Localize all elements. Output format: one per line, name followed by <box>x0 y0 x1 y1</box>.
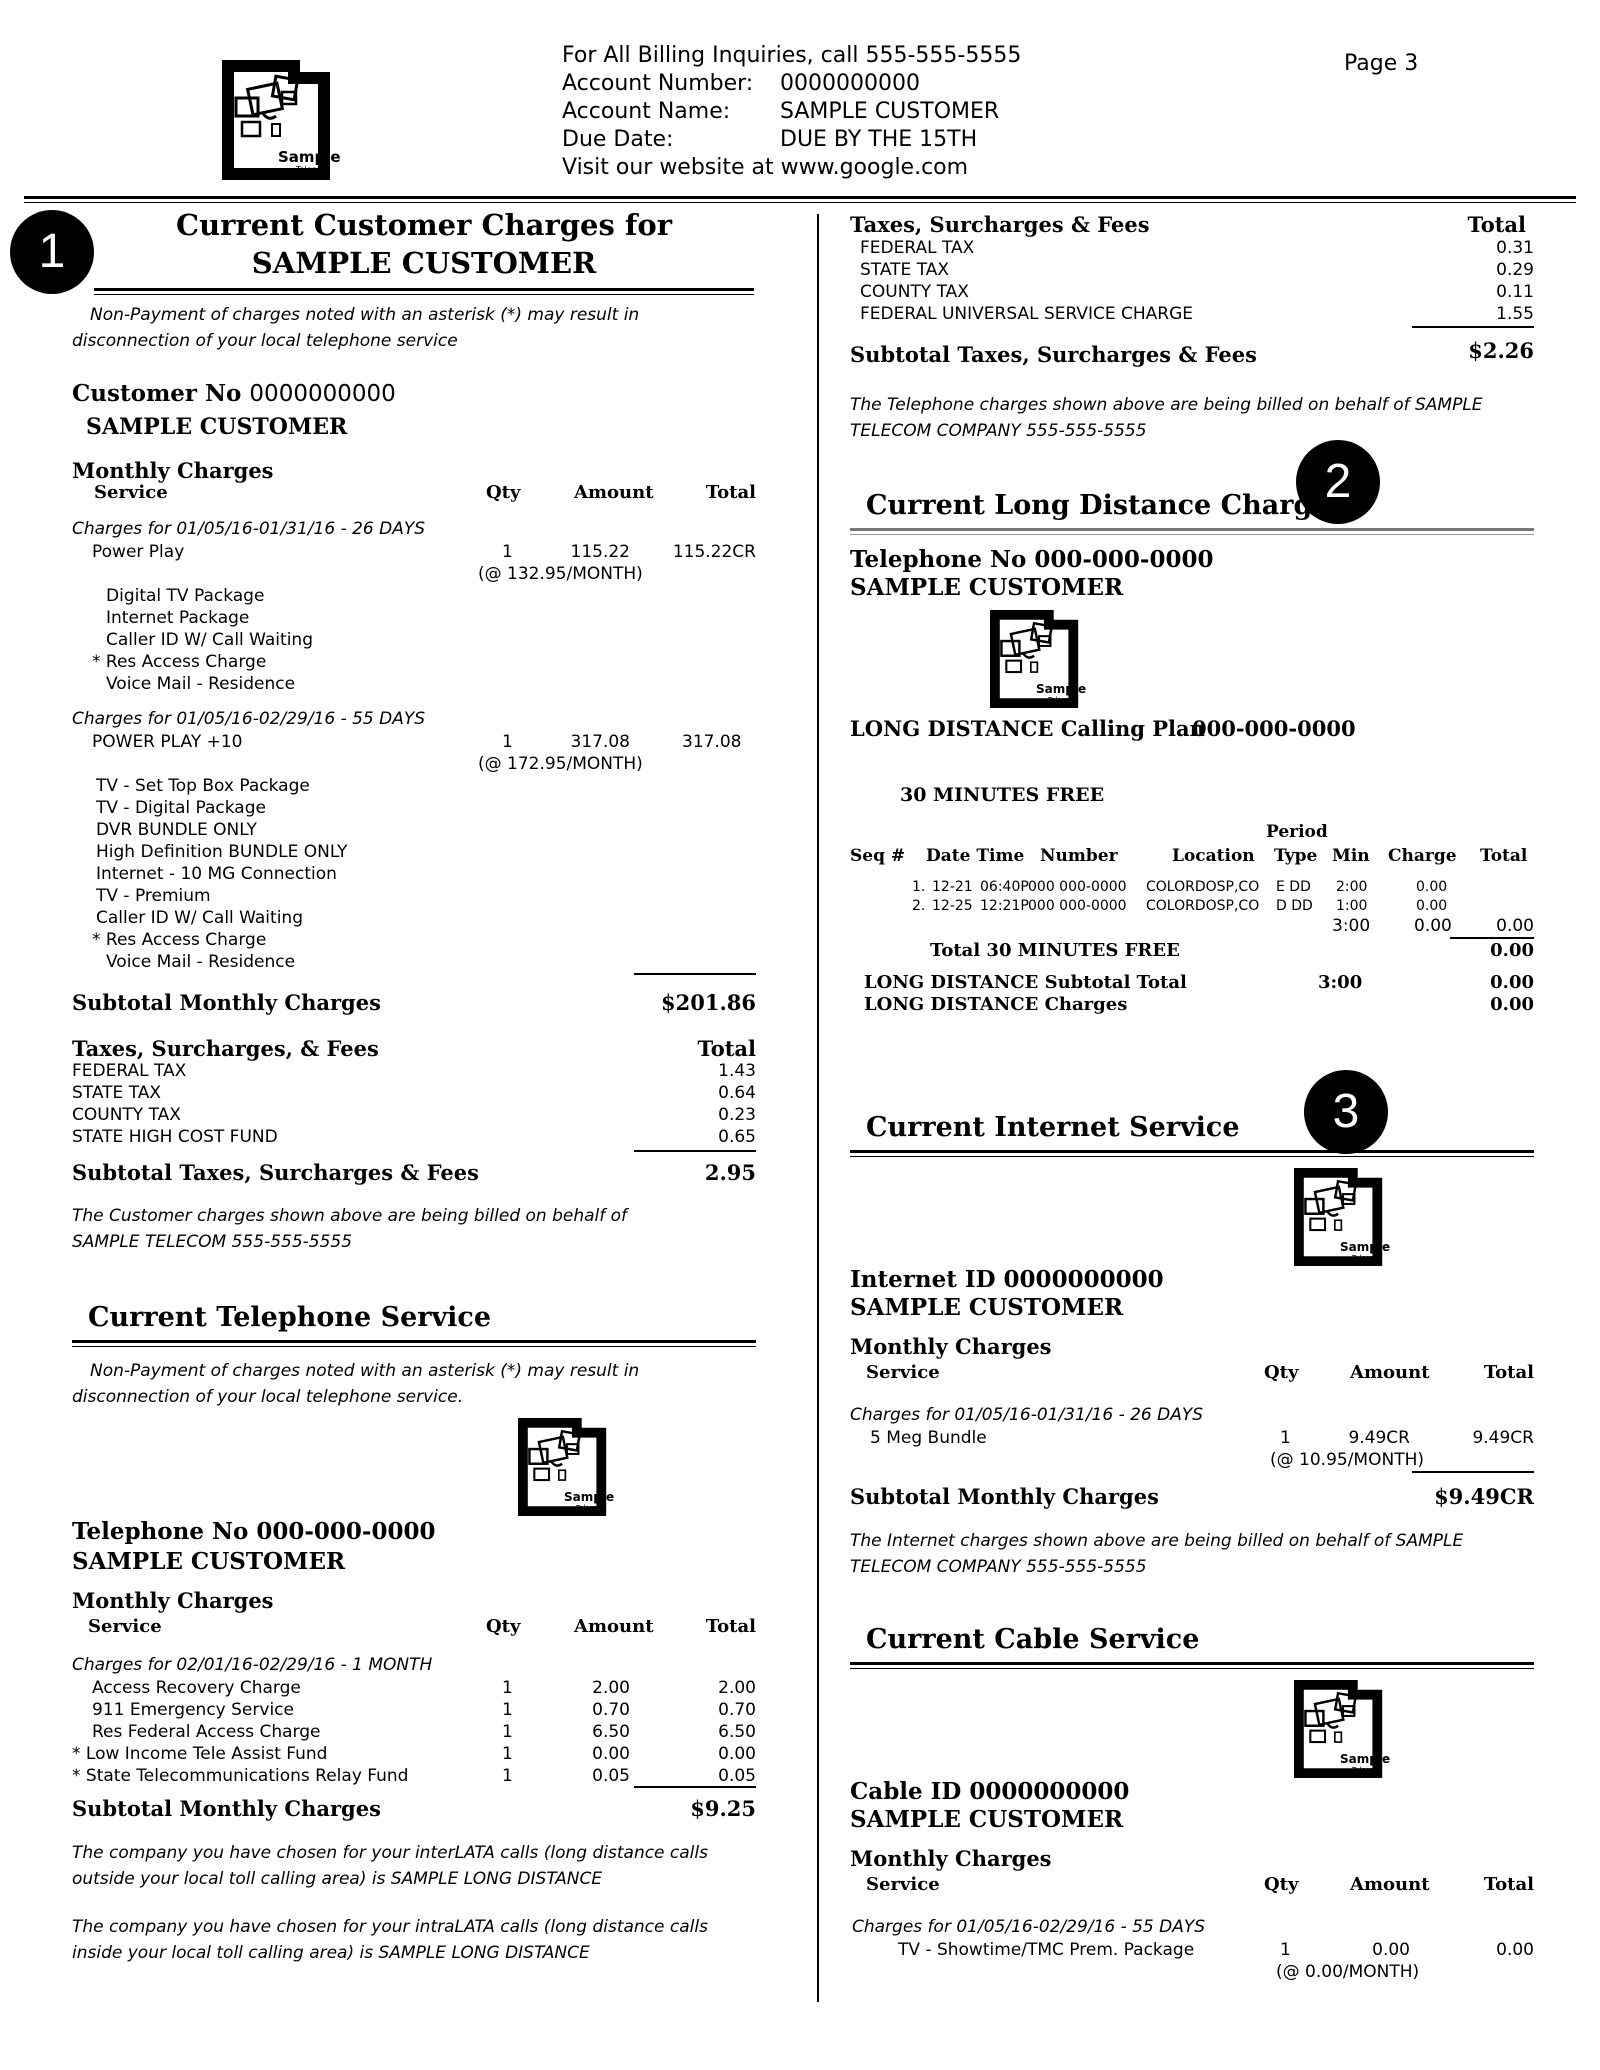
customer-no-label-text: Customer No <box>72 380 242 407</box>
internet-item-qty: 1 <box>1280 1428 1291 1448</box>
row-amount: 0.00 <box>592 1744 630 1764</box>
feature-item: High Definition BUNDLE ONLY <box>96 842 348 862</box>
feature-item: Voice Mail - Residence <box>106 674 296 694</box>
ld-calling-plan-number: 000-000-0000 <box>1192 716 1356 741</box>
customer-taxes-total-label: Total <box>697 1036 756 1061</box>
cable-title-rule <box>850 1662 1534 1669</box>
telephone-title-rule <box>72 1340 756 1347</box>
customer-charges-title-name: SAMPLE CUSTOMER <box>251 246 597 280</box>
ld-col-datetime: Date Time <box>926 846 1025 866</box>
telephone-period: Charges for 02/01/16-02/29/16 - 1 MONTH <box>72 1655 433 1675</box>
logo-text: Sample <box>1036 682 1087 696</box>
customer-charges-title: Current Customer Charges for <box>176 208 672 242</box>
ld-col-number: Number <box>1040 846 1118 866</box>
customer-name: SAMPLE CUSTOMER <box>86 414 348 440</box>
call-seq: 2. <box>912 898 926 914</box>
internet-id: Internet ID 0000000000 <box>850 1266 1164 1293</box>
ld-telephone-number: Telephone No 000-000-0000 <box>850 546 1214 573</box>
row-qty: 1 <box>502 1700 513 1720</box>
ld-col-location: Location <box>1172 846 1255 866</box>
tax-value: 0.31 <box>1496 238 1534 258</box>
charges-period-2: Charges for 01/05/16-02/29/16 - 55 DAYS <box>72 709 426 729</box>
tax-name: STATE TAX <box>860 260 950 280</box>
row-total: 6.50 <box>718 1722 756 1742</box>
internet-subtotal-label: Subtotal Monthly Charges <box>850 1484 1159 1509</box>
cable-customer-name: SAMPLE CUSTOMER <box>850 1806 1124 1833</box>
telephone-nonpayment-note: Non-Payment of charges noted with an asterisk (*) may result in disconnection of your local telephone service. <box>72 1361 640 1407</box>
logo-subtext: Telecom <box>296 165 329 174</box>
billing-inquiry-line: For All Billing Inquiries, call 555-555-5555 <box>562 43 1022 68</box>
feature-item: Digital TV Package <box>106 586 265 606</box>
customer-no-label <box>72 380 396 407</box>
page-number: Page 3 <box>1344 51 1419 76</box>
col-service: Service <box>94 482 168 503</box>
cable-id: Cable ID 0000000000 <box>850 1778 1130 1805</box>
telephone-customer-name: SAMPLE CUSTOMER <box>72 1548 346 1575</box>
tax-value: 0.11 <box>1496 282 1534 302</box>
account-name-label: Account Name: <box>562 99 731 124</box>
cable-item-qty: 1 <box>1280 1940 1291 1960</box>
tax-value: 0.23 <box>718 1105 756 1125</box>
ld-subtotal-value: 0.00 <box>1490 972 1534 993</box>
call-seq: 1. <box>912 879 926 895</box>
telephone-monthly-label: Monthly Charges <box>72 1588 274 1613</box>
tax-row <box>860 259 1534 281</box>
call-type: D DD <box>1276 898 1313 914</box>
tax-row <box>72 1104 756 1126</box>
features-1-list <box>92 585 313 695</box>
telephone-subtotal-label: Subtotal Monthly Charges <box>72 1796 381 1821</box>
ld-col-min: Min <box>1332 846 1370 866</box>
tax-value: 0.64 <box>718 1083 756 1103</box>
ld-charges-label: LONG DISTANCE Charges <box>864 994 1128 1015</box>
logo-subtext: Telecom <box>576 1504 605 1512</box>
call-time: 06:40P <box>980 879 1029 895</box>
feature-item: DVR BUNDLE ONLY <box>96 820 257 840</box>
item2-total: 317.08 <box>682 732 742 752</box>
ld-col-total: Total <box>1480 846 1528 866</box>
item2-qty: 1 <box>502 732 513 752</box>
telephone-rows <box>72 1677 756 1787</box>
customer-billed-note: The Customer charges shown above are being billed on behalf of SAMPLE TELECOM 555-555-5555 <box>72 1206 628 1252</box>
ld-logo <box>990 610 1088 708</box>
website-line: Visit our website at www.google.com <box>562 155 969 180</box>
interlata-note: The company you have chosen for your interLATA calls (long distance calls outside your local toll calling area) is SAMPLE LONG DISTANCE <box>72 1843 708 1889</box>
features-2-list <box>92 775 347 973</box>
int-col-amount: Amount <box>1350 1362 1430 1383</box>
row-qty: 1 <box>502 1722 513 1742</box>
int-col-service: Service <box>866 1362 940 1383</box>
internet-monthly-label: Monthly Charges <box>850 1334 1052 1359</box>
cable-item-total: 0.00 <box>1496 1940 1534 1960</box>
cable-period: Charges for 01/05/16-02/29/16 - 55 DAYS <box>852 1917 1206 1937</box>
section-badge-2: 2 <box>1296 440 1380 524</box>
due-date-value: DUE BY THE 15TH <box>780 127 978 152</box>
feature-item: Caller ID W/ Call Waiting <box>96 908 303 928</box>
row-amount: 0.05 <box>592 1766 630 1786</box>
row-name: * Low Income Tele Assist Fund <box>72 1744 328 1764</box>
col-total: Total <box>705 482 756 503</box>
cab-col-service: Service <box>866 1874 940 1895</box>
col-amount: Amount <box>574 482 654 503</box>
ld-charges-value: 0.00 <box>1490 994 1534 1015</box>
call-date: 12-21 <box>932 879 973 895</box>
cable-item-name: TV - Showtime/TMC Prem. Package <box>898 1940 1195 1960</box>
header-logo <box>222 60 342 180</box>
item1-amount: 115.22 <box>570 542 630 562</box>
ld-call-row <box>850 897 1534 915</box>
tel-col-total: Total <box>705 1616 756 1637</box>
phone-taxes-total-label: Total <box>1467 212 1526 237</box>
customer-title-rule <box>94 288 754 295</box>
call-number: 000 000-0000 <box>1028 898 1127 914</box>
row-qty: 1 <box>502 1766 513 1786</box>
item1-rate: (@ 132.95/MONTH) <box>478 564 643 584</box>
internet-item-total: 9.49CR <box>1472 1428 1534 1448</box>
tax-row <box>72 1126 756 1148</box>
table-row <box>72 1765 756 1787</box>
tel-col-qty: Qty <box>486 1616 521 1637</box>
telephone-number: Telephone No 000-000-0000 <box>72 1518 436 1545</box>
tax-name: STATE TAX <box>72 1083 162 1103</box>
internet-item-name: 5 Meg Bundle <box>870 1428 987 1448</box>
call-location: COLORDOSP,CO <box>1146 879 1260 895</box>
ld-subtotal-min: 3:00 <box>1318 972 1363 993</box>
cab-col-qty: Qty <box>1264 1874 1299 1895</box>
account-number-label: Account Number: <box>562 71 754 96</box>
cab-col-amount: Amount <box>1350 1874 1430 1895</box>
ld-col-seq: Seq # <box>850 846 906 866</box>
call-time: 12:21P <box>980 898 1029 914</box>
call-min: 2:00 <box>1336 879 1368 895</box>
ld-sum-total: 0.00 <box>1496 916 1534 936</box>
due-date-label: Due Date: <box>562 127 674 152</box>
ld-sum-rule <box>1450 937 1534 939</box>
item1-total: 115.22CR <box>672 542 756 562</box>
cable-logo <box>1294 1680 1392 1778</box>
subtotal-rule <box>634 973 756 975</box>
account-name-value: SAMPLE CUSTOMER <box>780 99 1000 124</box>
int-subtotal-rule <box>1412 1471 1534 1473</box>
internet-item-rate: (@ 10.95/MONTH) <box>1270 1450 1424 1470</box>
long-distance-title-rule <box>850 528 1534 535</box>
item1-qty: 1 <box>502 542 513 562</box>
cable-service-title: Current Cable Service <box>866 1624 1200 1655</box>
telephone-service-title: Current Telephone Service <box>88 1302 492 1333</box>
account-number-value: 0000000000 <box>780 71 920 96</box>
customer-no-value: 0000000000 <box>249 381 396 407</box>
ld-col-type: Type <box>1274 846 1318 866</box>
tax-value: 1.55 <box>1496 304 1534 324</box>
call-number: 000 000-0000 <box>1028 879 1127 895</box>
item1-name: Power Play <box>92 542 185 562</box>
cable-monthly-label: Monthly Charges <box>850 1846 1052 1871</box>
tax-name: FEDERAL TAX <box>860 238 975 258</box>
tax-row <box>860 281 1534 303</box>
section-badge-3: 3 <box>1304 1070 1388 1154</box>
header-divider <box>24 196 1576 203</box>
ld-calling-plan-label: LONG DISTANCE Calling Plan <box>850 716 1205 741</box>
internet-period: Charges for 01/05/16-01/31/16 - 26 DAYS <box>850 1405 1204 1425</box>
call-type: E DD <box>1276 879 1311 895</box>
ld-total-free-value: 0.00 <box>1490 940 1534 961</box>
row-amount: 0.70 <box>592 1700 630 1720</box>
tax-name: FEDERAL UNIVERSAL SERVICE CHARGE <box>860 304 1194 324</box>
tax-subtotal-rule <box>634 1150 756 1152</box>
telephone-logo <box>518 1418 616 1516</box>
ld-sum-min: 3:00 <box>1332 916 1371 936</box>
internet-item-amount: 9.49CR <box>1348 1428 1410 1448</box>
tax-value: 1.43 <box>718 1061 756 1081</box>
cable-item-amount: 0.00 <box>1372 1940 1410 1960</box>
logo-text: Sample <box>564 1490 615 1504</box>
phone-tax-rule <box>1412 326 1534 328</box>
ld-customer-name: SAMPLE CUSTOMER <box>850 574 1124 601</box>
tel-col-service: Service <box>88 1616 162 1637</box>
feature-item: * Res Access Charge <box>92 930 267 950</box>
logo-text: Sample <box>278 148 341 166</box>
logo-subtext: Telecom <box>1352 1766 1381 1774</box>
row-amount: 2.00 <box>592 1678 630 1698</box>
feature-item: TV - Premium <box>96 886 211 906</box>
customer-taxes-subtotal-value: 2.95 <box>704 1160 756 1185</box>
call-charge: 0.00 <box>1416 879 1448 895</box>
ld-call-row <box>850 878 1534 896</box>
row-total: 0.70 <box>718 1700 756 1720</box>
tax-name: FEDERAL TAX <box>72 1061 187 1081</box>
call-charge: 0.00 <box>1416 898 1448 914</box>
feature-item: Caller ID W/ Call Waiting <box>106 630 313 650</box>
customer-taxes-label: Taxes, Surcharges, & Fees <box>72 1036 379 1061</box>
tax-name: COUNTY TAX <box>72 1105 181 1125</box>
col-qty: Qty <box>486 482 521 503</box>
phone-tax-list <box>860 237 1534 325</box>
ld-free-minutes: 30 MINUTES FREE <box>900 784 1105 806</box>
tax-row <box>72 1060 756 1082</box>
long-distance-title: Current Long Distance Charges <box>866 490 1345 521</box>
row-name: Res Federal Access Charge <box>92 1722 321 1742</box>
item2-name: POWER PLAY +10 <box>92 732 243 752</box>
tax-value: 0.65 <box>718 1127 756 1147</box>
ld-total-free-label: Total 30 MINUTES FREE <box>930 940 1180 961</box>
internet-billed-note: The Internet charges shown above are being billed on behalf of SAMPLE TELECOM COMPANY 555-555-5555 <box>850 1531 1464 1577</box>
row-total: 2.00 <box>718 1678 756 1698</box>
ld-col-charge: Charge <box>1388 846 1457 866</box>
feature-item: Voice Mail - Residence <box>106 952 296 972</box>
phone-taxes-subtotal-value: $2.26 <box>1468 338 1534 363</box>
feature-item: TV - Set Top Box Package <box>96 776 310 796</box>
tax-row <box>860 303 1534 325</box>
subtotal-monthly-value: $201.86 <box>661 990 756 1015</box>
phone-billed-note: The Telephone charges shown above are being billed on behalf of SAMPLE TELECOM COMPANY 555-555-5555 <box>850 395 1483 441</box>
table-row <box>72 1699 756 1721</box>
tax-value: 0.29 <box>1496 260 1534 280</box>
call-location: COLORDOSP,CO <box>1146 898 1260 914</box>
call-date: 12-25 <box>932 898 973 914</box>
tax-name: COUNTY TAX <box>860 282 969 302</box>
tel-col-amount: Amount <box>574 1616 654 1637</box>
row-name: Access Recovery Charge <box>92 1678 301 1698</box>
tax-row <box>860 237 1534 259</box>
logo-text: Sample <box>1340 1240 1391 1254</box>
row-name: 911 Emergency Service <box>92 1700 294 1720</box>
item2-rate: (@ 172.95/MONTH) <box>478 754 643 774</box>
ld-col-period: Period <box>1266 822 1328 842</box>
row-name: * State Telecommunications Relay Fund <box>72 1766 409 1786</box>
charges-period-1: Charges for 01/05/16-01/31/16 - 26 DAYS <box>72 519 426 539</box>
logo-subtext: Telecom <box>1352 1254 1381 1262</box>
logo-text: Sample <box>1340 1752 1391 1766</box>
row-amount: 6.50 <box>592 1722 630 1742</box>
customer-tax-list <box>72 1060 756 1148</box>
telephone-subtotal-value: $9.25 <box>690 1796 756 1821</box>
logo-subtext: Telecom <box>1048 696 1077 704</box>
internet-title-rule <box>850 1150 1534 1157</box>
ld-sum-charge: 0.00 <box>1414 916 1452 936</box>
table-row <box>72 1721 756 1743</box>
internet-logo <box>1294 1168 1392 1266</box>
customer-nonpayment-note: Non-Payment of charges noted with an asterisk (*) may result in disconnection of your local telephone service <box>72 305 640 351</box>
tax-row <box>72 1082 756 1104</box>
feature-item: TV - Digital Package <box>96 798 266 818</box>
call-min: 1:00 <box>1336 898 1368 914</box>
int-col-total: Total <box>1483 1362 1534 1383</box>
tax-name: STATE HIGH COST FUND <box>72 1127 278 1147</box>
customer-taxes-subtotal-label: Subtotal Taxes, Surcharges & Fees <box>72 1160 479 1185</box>
item2-amount: 317.08 <box>570 732 630 752</box>
feature-item: * Res Access Charge <box>92 652 267 672</box>
row-qty: 1 <box>502 1744 513 1764</box>
phone-taxes-subtotal-label: Subtotal Taxes, Surcharges & Fees <box>850 342 1257 367</box>
feature-item: Internet Package <box>106 608 250 628</box>
tel-subtotal-rule <box>634 1786 756 1788</box>
internet-customer-name: SAMPLE CUSTOMER <box>850 1294 1124 1321</box>
feature-item: Internet - 10 MG Connection <box>96 864 337 884</box>
column-divider <box>817 214 819 2002</box>
row-total: 0.00 <box>718 1744 756 1764</box>
row-total: 0.05 <box>718 1766 756 1786</box>
row-qty: 1 <box>502 1678 513 1698</box>
ld-subtotal-label: LONG DISTANCE Subtotal Total <box>864 972 1187 993</box>
table-row <box>72 1743 756 1765</box>
cab-col-total: Total <box>1483 1874 1534 1895</box>
phone-taxes-label: Taxes, Surcharges & Fees <box>850 212 1150 237</box>
intralata-note: The company you have chosen for your intraLATA calls (long distance calls inside your local toll calling area) is SAMPLE LONG DISTANCE <box>72 1917 708 1963</box>
internet-service-title: Current Internet Service <box>866 1112 1240 1143</box>
cable-item-rate: (@ 0.00/MONTH) <box>1276 1962 1420 1982</box>
monthly-charges-label: Monthly Charges <box>72 458 274 483</box>
subtotal-monthly-label: Subtotal Monthly Charges <box>72 990 381 1015</box>
section-badge-1: 1 <box>10 210 94 294</box>
int-col-qty: Qty <box>1264 1362 1299 1383</box>
table-row <box>72 1677 756 1699</box>
internet-subtotal-value: $9.49CR <box>1434 1484 1534 1509</box>
